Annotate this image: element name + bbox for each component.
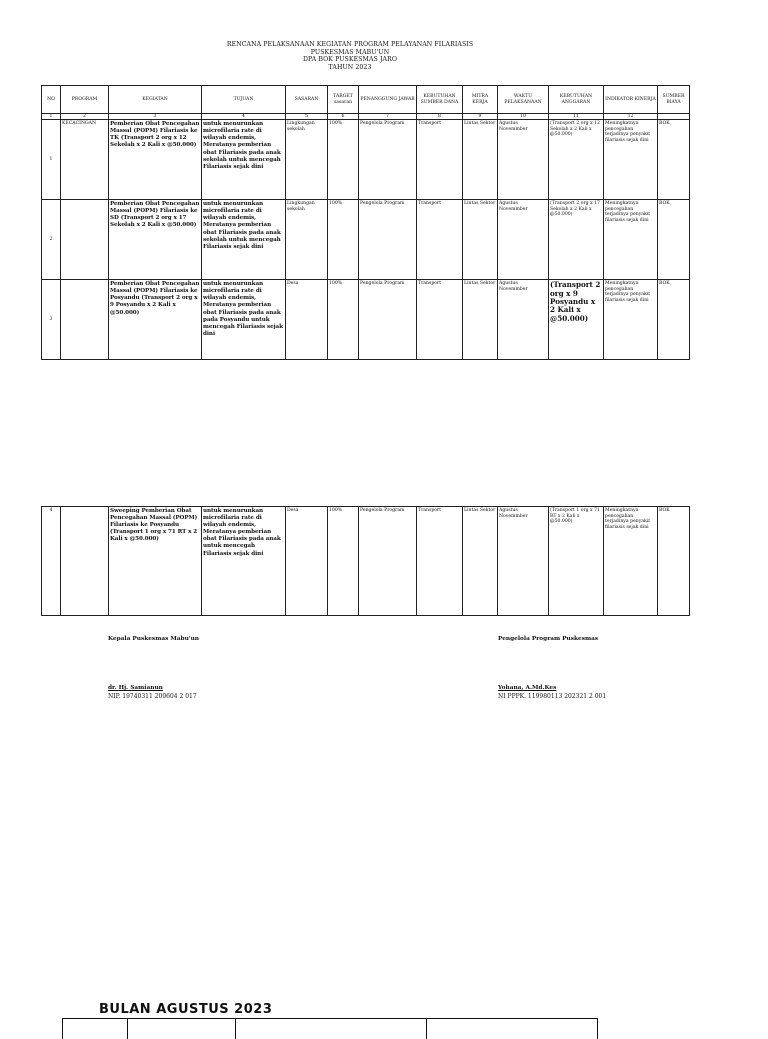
- row-penanggung-jawab: Pengelola Program: [359, 507, 417, 616]
- signature-right-name-text: Yohana, A.Md.Kes: [498, 685, 557, 691]
- row-program: KECACINGAN: [61, 120, 109, 200]
- row-tujuan: untuk menurunkan microfilaria rate di wilayah endemis, Meratanya pemberian obat Filariasis pada anak untuk mencegah Filariasis sejak dini: [202, 507, 286, 616]
- title-line-3: DPA BOK PUSKESMAS JARO: [302, 56, 398, 64]
- signature-left-role: Kepala Puskesmas Mabu'un: [108, 636, 200, 642]
- row-waktu: Agustus Novemmber: [498, 280, 549, 360]
- col-number: 1: [42, 114, 61, 120]
- col-number: 9: [463, 114, 498, 120]
- row-penanggung-jawab: Pengelola Program: [359, 280, 417, 360]
- signature-right-role: Pengelola Program Puskesmas: [498, 636, 599, 642]
- title-line-1: RENCANA PELAKSANAAN KEGIATAN PROGRAM PELAYANAN FILARIASIS: [226, 41, 474, 48]
- row-indikator: Meningkatnya pencegahan terjadinya penyakit filariasis sejak dini: [604, 507, 658, 616]
- col-number: 7: [359, 114, 417, 120]
- col-header: NO: [42, 86, 61, 114]
- row-mitra-kerja: Lintas Sektor: [463, 280, 498, 360]
- row-target: 100%: [328, 280, 359, 360]
- row-anggaran: (Transport 2 org x 9 Posyandu x 2 Kali x @50.000): [549, 280, 604, 360]
- col-header: SASARAN: [286, 86, 328, 114]
- col-number: 3: [109, 114, 202, 120]
- col-header: TUJUAN: [202, 86, 286, 114]
- col-number: 8: [417, 114, 463, 120]
- row-target: 100%: [328, 200, 359, 280]
- row-penanggung-jawab: Pengelola Program: [359, 200, 417, 280]
- col-number: 11: [549, 114, 604, 120]
- row-penanggung-jawab: Pengelola Program: [359, 120, 417, 200]
- bottom-table-top: [62, 1018, 598, 1039]
- row-sumber-dana: Transport: [417, 200, 463, 280]
- col-number: 2: [61, 114, 109, 120]
- row-kegiatan: Sweeping Pemberian Obat Pencegahan Massal (POPM) Filariasis ke Posyandu (Transport 1 org x 71 RT x 2 Kali x @50.000): [109, 507, 202, 616]
- bottom-table-divider: [127, 1019, 128, 1039]
- row-sumber-dana: Transport: [417, 507, 463, 616]
- row-waktu: Agustus Novemmber: [498, 120, 549, 200]
- row-kegiatan: Pemberian Obat Pencegahan Massal (POPM) Filariasis ke TK (Transport 2 org x 12 Sekolah x 2 Kali x @50.000): [109, 120, 202, 200]
- signature-left-name-text: dr. Hj. Samianun: [108, 685, 163, 691]
- row-anggaran: (Transport 2 org x 12 Sekolah x 2 Kali x @50.000): [549, 120, 604, 200]
- row-indikator: Meningkatnya pencegahan terjadinya penyakit filariasis sejak dini: [604, 120, 658, 200]
- document-title: [0, 41, 700, 71]
- col-number: 5: [286, 114, 328, 120]
- row-sumber-dana: Transport: [417, 120, 463, 200]
- col-header: PENANGGUNG JAWAB: [359, 86, 417, 114]
- bottom-table-divider: [235, 1019, 236, 1039]
- table-row: [42, 280, 690, 360]
- row-anggaran: (Transport 2 org x 17 Sekolah x 2 Kali x @50.000): [549, 200, 604, 280]
- signature-right-nip: NI PPPK. 119980113 202321 2 001: [498, 693, 607, 700]
- col-header: KEBUTUHAN ANGGARAN: [549, 86, 604, 114]
- row-kegiatan: Pemberian Obat Pencegahan Massal (POPM) Filariasis ke Posyandu (Transport 2 org x 9 Posyandu x 2 Kali x @50.000): [109, 280, 202, 360]
- plan-table-continued: [41, 506, 690, 616]
- col-header: PROGRAM: [61, 86, 109, 114]
- row-mitra-kerja: Lintas Sektor: [463, 120, 498, 200]
- col-header: MITRA KERJA: [463, 86, 498, 114]
- row-indikator: Meningkatnya pencegahan terjadinya penyakit filariasis sejak dini: [604, 280, 658, 360]
- table-row: [42, 120, 690, 200]
- row-target: 100%: [328, 120, 359, 200]
- title-line-4: TAHUN 2023: [328, 63, 372, 71]
- row-tujuan: untuk menurunkan microfilaria rate di wilayah endemis, Meratanya pemberian obat Filariasis pada anak pada Posyandu untuk mencegah Filariasis sejak dini: [202, 280, 286, 360]
- col-number: 4: [202, 114, 286, 120]
- title-line-2: PUSKESMAS MABU'UN: [310, 48, 390, 56]
- col-header: KEBUTUHAN SUMBER DANA: [417, 86, 463, 114]
- signature-right-name: [498, 685, 556, 692]
- row-no: 1: [42, 120, 61, 200]
- row-sumber-biaya: BOK: [658, 507, 690, 616]
- row-sumber-biaya: BOK: [658, 200, 690, 280]
- table-row: [42, 200, 690, 280]
- col-header: WAKTU PELAKSANAAN: [498, 86, 549, 114]
- row-waktu: Agustus Novemmber: [498, 200, 549, 280]
- row-sasaran: Lingkungan sekolah: [286, 120, 328, 200]
- row-program: [61, 280, 109, 360]
- signature-left-nip: NIP. 19740311 200604 2 017: [108, 693, 197, 700]
- row-program: [61, 200, 109, 280]
- row-sasaran: Desa: [286, 280, 328, 360]
- plan-table: [41, 85, 690, 360]
- col-header: TARGET sasaran: [328, 86, 359, 114]
- row-mitra-kerja: Lintas Sektor: [463, 200, 498, 280]
- row-sumber-biaya: BOK: [658, 280, 690, 360]
- header-row: [42, 86, 690, 114]
- table-row: [42, 507, 690, 616]
- month-heading: BULAN AGUSTUS 2023: [99, 1002, 273, 1017]
- row-sasaran: Desa: [286, 507, 328, 616]
- row-sumber-dana: Transport: [417, 280, 463, 360]
- row-mitra-kerja: Lintas Sektor: [463, 507, 498, 616]
- col-header: SUMBER BIAYA: [658, 86, 690, 114]
- row-anggaran: (Transport 1 org x 71 RT x 2 Kali x @50.000): [549, 507, 604, 616]
- row-kegiatan: Pemberian Obat Pencegahan Massal (POPM) Filariasis ke SD (Transport 2 org x 17 Sekolah x 2 Kali x @50.000): [109, 200, 202, 280]
- row-tujuan: untuk menurunkan microfilaria rate di wilayah endemis, Meratanya pemberian obat Filariasis pada anak sekolah untuk mencegah Filariasis sejak dini: [202, 200, 286, 280]
- row-no: 2: [42, 200, 61, 280]
- signature-left-name: [108, 685, 163, 692]
- row-indikator: Meningkatnya pencegahan terjadinya penyakit filariasis sejak dini: [604, 200, 658, 280]
- col-header: KEGIATAN: [109, 86, 202, 114]
- col-number: 12: [604, 114, 658, 120]
- row-target: 100%: [328, 507, 359, 616]
- row-program: [61, 507, 109, 616]
- row-sasaran: Lingkungan sekolah: [286, 200, 328, 280]
- col-number: 6: [328, 114, 359, 120]
- col-header: INDIKATOR KINERJA: [604, 86, 658, 114]
- row-sumber-biaya: BOK: [658, 120, 690, 200]
- col-number: 10: [498, 114, 549, 120]
- row-no: 4: [42, 507, 61, 616]
- row-waktu: Agustus Novemmber: [498, 507, 549, 616]
- row-no: 3: [42, 280, 61, 360]
- bottom-table-divider: [426, 1019, 427, 1039]
- row-tujuan: untuk menurunkan microfilaria rate di wilayah endemis, Meratanya pemberian obat Filariasis pada anak sekolah untuk mencegah Filariasis sejak dini: [202, 120, 286, 200]
